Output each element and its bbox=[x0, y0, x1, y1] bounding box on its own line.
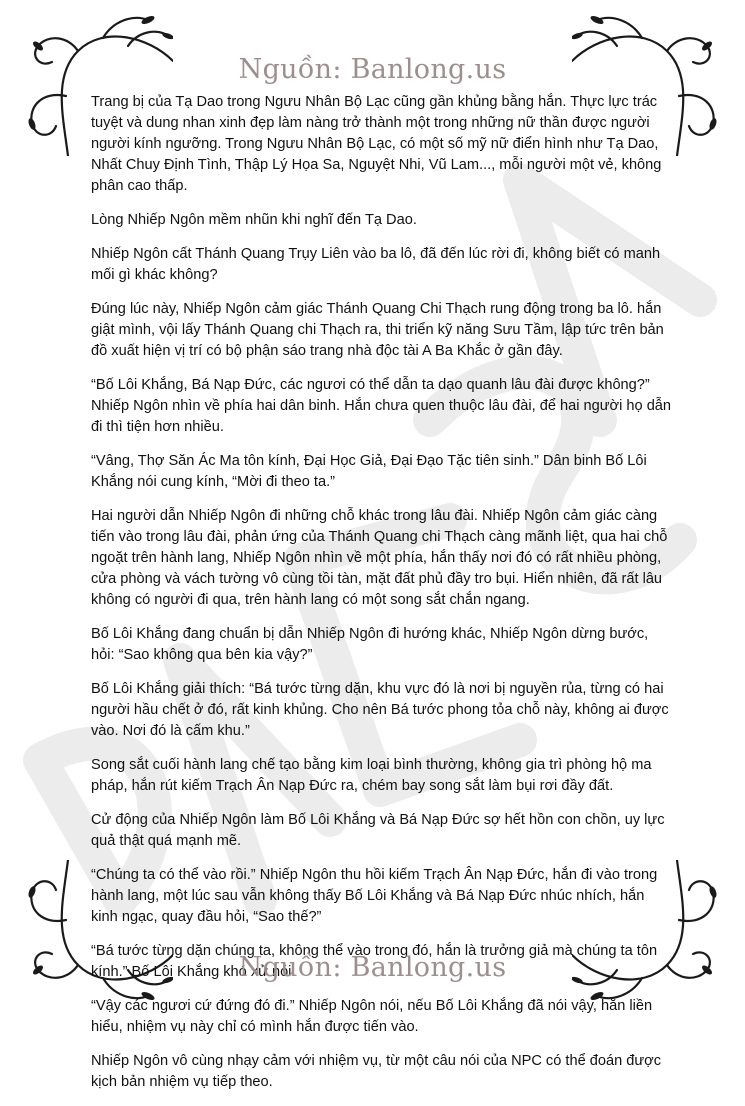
paragraph: Bố Lôi Khắng đang chuẩn bị dẫn Nhiếp Ngôn đi hướng khác, Nhiếp Ngôn dừng bước, hỏi: “Sao không qua bên kia vậy?” bbox=[91, 626, 649, 663]
paragraph: “Vâng, Thợ Săn Ác Ma tôn kính, Đại Học Giả, Đại Đạo Tặc tiên sinh.” Dân binh Bố Lôi Khắng nói cung kính, “Mời đi theo ta.” bbox=[91, 453, 647, 490]
paragraph: “Vậy các ngươi cứ đứng đó đi.” Nhiếp Ngôn nói, nếu Bố Lôi Khắng đã nói vậy, hắn liền hiểu, nhiệm vụ này chỉ có mình hắn được tiến vào. bbox=[91, 998, 653, 1035]
source-header: Nguồn: Banlong.us bbox=[238, 54, 507, 85]
paragraph: Bố Lôi Khắng giải thích: “Bá tước từng dặn, khu vực đó là nơi bị nguyền rủa, từng có hai người hầu chết ở đó, rất kinh khủng. Cho nên Bá tước phong tỏa chỗ này, không ai được vào. Nơi đó là cấm khu.” bbox=[91, 681, 669, 739]
paragraph: Nhiếp Ngôn cất Thánh Quang Trụy Liên vào ba lô, đã đến lúc rời đi, không biết có manh mối gì khác không? bbox=[91, 246, 661, 283]
source-footer: Nguồn: Banlong.us bbox=[238, 952, 507, 983]
paragraph: Trang bị của Tạ Dao trong Ngưu Nhân Bộ Lạc cũng gần khủng bằng hắn. Thực lực trác tuyệt và dung nhan xinh đẹp làm nàng trở thành một trong những nữ thần được người người kính ngưỡng. Trong Ngưu Nhân Bộ Lạc, có một số mỹ nữ điển hình như Tạ Dao, Nhất Chuy Định Tình, Thập Lý Họa Sa, Nguyệt Nhi, Vũ Lam..., mỗi người một vẻ, không phân cao thấp. bbox=[91, 94, 662, 194]
paragraph: Cử động của Nhiếp Ngôn làm Bố Lôi Khắng và Bá Nạp Đức sợ hết hồn con chồn, uy lực quả thật quá mạnh mẽ. bbox=[91, 812, 665, 849]
paragraph: Song sắt cuối hành lang chế tạo bằng kim loại bình thường, không gia trì phòng hộ ma pháp, hắn rút kiếm Trạch Ân Nạp Đức ra, chém bay song sắt làm bụi rơi đầy đất. bbox=[91, 757, 652, 794]
paragraph: Đúng lúc này, Nhiếp Ngôn cảm giác Thánh Quang Chi Thạch rung động trong ba lô. hắn giật mình, vội lấy Thánh Quang chi Thạch ra, thi triển kỹ năng Sưu Tầm, lập tức trên bản đồ xuất hiện vị trí có bộ phận sáo trang nhà độc tài A Ba Khắc ở gần đây. bbox=[91, 301, 664, 359]
paragraph: Lòng Nhiếp Ngôn mềm nhũn khi nghĩ đến Tạ Dao. bbox=[91, 212, 417, 228]
paragraph: Hai người dẫn Nhiếp Ngôn đi những chỗ khác trong lâu đài. Nhiếp Ngôn cảm giác càng tiến vào trong lâu đài, phản ứng của Thánh Quang chi Thạch càng mãnh liệt, qua hai chỗ ngoặt trên hành lang, Nhiếp Ngôn nhìn về một phía, hắn thấy nơi đó có rất nhiều phòng, cửa phòng và vách tường vô cùng tồi tàn, mặt đất phủ đầy tro bụi. Hiển nhiên, đã rất lâu không có người đi qua, trên hành lang có một song sắt chắn ngang. bbox=[91, 508, 668, 608]
paragraph: “Bố Lôi Khắng, Bá Nạp Đức, các ngươi có thể dẫn ta dạo quanh lâu đài được không?” Nhiếp Ngôn nhìn về phía hai dân binh. Hắn chưa quen thuộc lâu đài, để hai người họ dẫn đi thì tiện hơn nhiều. bbox=[91, 377, 672, 435]
paragraph: Nhiếp Ngôn vô cùng nhạy cảm với nhiệm vụ, từ một câu nói của NPC có thể đoán được kịch bản nhiệm vụ tiếp theo. bbox=[91, 1053, 662, 1090]
paragraph: “Bá tước từng dặn chúng ta, không thể vào trong đó, hắn là trưởng giả mà chúng ta tôn kính.” Bố Lôi Khắng khó xử nói. bbox=[91, 943, 658, 980]
paragraph: “Chúng ta có thể vào rồi.” Nhiếp Ngôn thu hồi kiếm Trạch Ân Nạp Đức, hắn đi vào trong hành lang, một lúc sau vẫn không thấy Bố Lôi Khắng và Bá Nạp Đức nhúc nhích, hắn kinh ngạc, quay đầu hỏi, “Sao thế?” bbox=[91, 867, 658, 925]
